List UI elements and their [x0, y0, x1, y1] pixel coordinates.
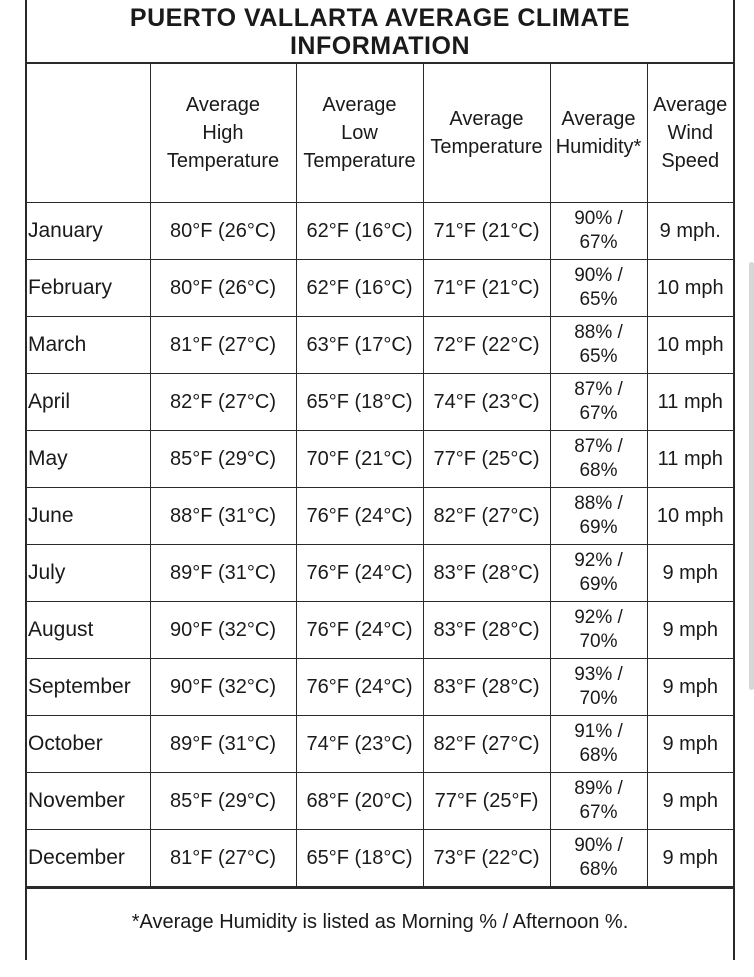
- humidity-afternoon: 70%: [579, 631, 618, 652]
- page-title: [27, 0, 733, 64]
- humidity-morning: 89% /: [574, 778, 623, 799]
- low-temp-cell: 76°F (24°C): [296, 545, 423, 602]
- header-text: Low: [341, 122, 378, 144]
- month-cell: June: [27, 488, 150, 545]
- humidity-cell: [550, 374, 647, 431]
- humidity-cell: [550, 545, 647, 602]
- wind-speed-cell: 9 mph: [647, 716, 733, 773]
- high-temp-cell: 81°F (27°C): [150, 830, 296, 887]
- climate-document: [25, 0, 735, 960]
- low-temp-cell: 65°F (18°C): [296, 830, 423, 887]
- header-row: [27, 64, 733, 203]
- scrollbar-thumb[interactable]: [749, 262, 754, 690]
- high-temp-cell: 80°F (26°C): [150, 203, 296, 260]
- wind-speed-cell: 9 mph.: [647, 203, 733, 260]
- humidity-cell: [550, 488, 647, 545]
- low-temp-cell: 65°F (18°C): [296, 374, 423, 431]
- high-temp-cell: 89°F (31°C): [150, 545, 296, 602]
- low-temp-cell: 62°F (16°C): [296, 260, 423, 317]
- table-row: [27, 317, 733, 374]
- month-cell: April: [27, 374, 150, 431]
- high-temp-cell: 90°F (32°C): [150, 602, 296, 659]
- high-temp-cell: 90°F (32°C): [150, 659, 296, 716]
- low-temp-cell: 76°F (24°C): [296, 602, 423, 659]
- month-cell: July: [27, 545, 150, 602]
- month-cell: March: [27, 317, 150, 374]
- avg-temp-cell: 73°F (22°C): [423, 830, 550, 887]
- humidity-morning: 87% /: [574, 436, 623, 457]
- avg-temp-cell: 71°F (21°C): [423, 203, 550, 260]
- humidity-afternoon: 65%: [579, 346, 618, 367]
- avg-temp-cell: 82°F (27°C): [423, 716, 550, 773]
- humidity-afternoon: 69%: [579, 574, 618, 595]
- avg-temp-cell: 71°F (21°C): [423, 260, 550, 317]
- low-temp-cell: 70°F (21°C): [296, 431, 423, 488]
- table-row: [27, 716, 733, 773]
- table-row: [27, 203, 733, 260]
- humidity-morning: 90% /: [574, 835, 623, 856]
- humidity-afternoon: 69%: [579, 517, 618, 538]
- header-text: Average: [449, 108, 524, 130]
- humidity-cell: [550, 317, 647, 374]
- header-text: Wind: [667, 122, 714, 144]
- humidity-morning: 88% /: [574, 493, 623, 514]
- header-month: [27, 64, 150, 203]
- humidity-morning: 92% /: [574, 550, 623, 571]
- humidity-afternoon: 68%: [579, 745, 618, 766]
- footnote: *Average Humidity is listed as Morning % / Afternoon %.: [27, 887, 733, 977]
- wind-speed-cell: 9 mph: [647, 602, 733, 659]
- month-cell: May: [27, 431, 150, 488]
- month-cell: February: [27, 260, 150, 317]
- high-temp-cell: 85°F (29°C): [150, 773, 296, 830]
- wind-speed-cell: 9 mph: [647, 545, 733, 602]
- low-temp-cell: 76°F (24°C): [296, 659, 423, 716]
- month-cell: October: [27, 716, 150, 773]
- table-row: [27, 830, 733, 887]
- header-humidity: [550, 64, 647, 203]
- wind-speed-cell: 9 mph: [647, 659, 733, 716]
- humidity-morning: 92% /: [574, 607, 623, 628]
- header-text: Average: [322, 94, 397, 116]
- table-row: [27, 602, 733, 659]
- avg-temp-cell: 77°F (25°F): [423, 773, 550, 830]
- avg-temp-cell: 77°F (25°C): [423, 431, 550, 488]
- wind-speed-cell: 10 mph: [647, 260, 733, 317]
- header-low-temp: [296, 64, 423, 203]
- climate-table: [27, 64, 733, 887]
- table-row: [27, 431, 733, 488]
- humidity-afternoon: 68%: [579, 859, 618, 880]
- wind-speed-cell: 9 mph: [647, 830, 733, 887]
- humidity-cell: [550, 203, 647, 260]
- header-text: Temperature: [303, 150, 416, 172]
- humidity-afternoon: 67%: [579, 403, 618, 424]
- high-temp-cell: 81°F (27°C): [150, 317, 296, 374]
- high-temp-cell: 82°F (27°C): [150, 374, 296, 431]
- low-temp-cell: 74°F (23°C): [296, 716, 423, 773]
- header-text: Average: [185, 94, 261, 116]
- humidity-morning: 88% /: [574, 322, 623, 343]
- high-temp-cell: 85°F (29°C): [150, 431, 296, 488]
- wind-speed-cell: 10 mph: [647, 488, 733, 545]
- header-text: Temperature: [166, 150, 280, 172]
- header-text: Average: [653, 94, 728, 116]
- high-temp-cell: 88°F (31°C): [150, 488, 296, 545]
- header-text: Speed: [661, 150, 720, 172]
- humidity-morning: 87% /: [574, 379, 623, 400]
- table-row: [27, 488, 733, 545]
- high-temp-cell: 80°F (26°C): [150, 260, 296, 317]
- avg-temp-cell: 72°F (22°C): [423, 317, 550, 374]
- humidity-cell: [550, 773, 647, 830]
- title-line-1: PUERTO VALLARTA AVERAGE CLIMATE: [129, 4, 631, 32]
- header-high-temp: [150, 64, 296, 203]
- avg-temp-cell: 83°F (28°C): [423, 659, 550, 716]
- humidity-cell: [550, 659, 647, 716]
- humidity-afternoon: 70%: [579, 688, 618, 709]
- month-cell: August: [27, 602, 150, 659]
- header-wind-speed: [647, 64, 733, 203]
- table-row: [27, 773, 733, 830]
- humidity-morning: 90% /: [574, 265, 623, 286]
- humidity-morning: 90% /: [574, 208, 623, 229]
- humidity-cell: [550, 431, 647, 488]
- humidity-cell: [550, 716, 647, 773]
- table-row: [27, 659, 733, 716]
- header-text: Temperature: [430, 136, 543, 158]
- humidity-afternoon: 68%: [579, 460, 618, 481]
- header-text: Average: [561, 108, 636, 130]
- avg-temp-cell: 82°F (27°C): [423, 488, 550, 545]
- humidity-cell: [550, 260, 647, 317]
- header-text: High: [202, 122, 244, 144]
- wind-speed-cell: 10 mph: [647, 317, 733, 374]
- month-cell: December: [27, 830, 150, 887]
- month-cell: September: [27, 659, 150, 716]
- wind-speed-cell: 11 mph: [647, 374, 733, 431]
- table-row: [27, 374, 733, 431]
- low-temp-cell: 68°F (20°C): [296, 773, 423, 830]
- humidity-morning: 93% /: [574, 664, 623, 685]
- month-cell: January: [27, 203, 150, 260]
- title-line-2: INFORMATION: [289, 32, 470, 60]
- low-temp-cell: 76°F (24°C): [296, 488, 423, 545]
- low-temp-cell: 63°F (17°C): [296, 317, 423, 374]
- wind-speed-cell: 11 mph: [647, 431, 733, 488]
- avg-temp-cell: 74°F (23°C): [423, 374, 550, 431]
- month-cell: November: [27, 773, 150, 830]
- humidity-cell: [550, 830, 647, 887]
- wind-speed-cell: 9 mph: [647, 773, 733, 830]
- humidity-afternoon: 67%: [579, 802, 618, 823]
- header-avg-temp: [423, 64, 550, 203]
- humidity-cell: [550, 602, 647, 659]
- header-text: Humidity*: [555, 136, 642, 158]
- table-row: [27, 545, 733, 602]
- humidity-morning: 91% /: [574, 721, 623, 742]
- low-temp-cell: 62°F (16°C): [296, 203, 423, 260]
- humidity-afternoon: 65%: [579, 289, 618, 310]
- high-temp-cell: 89°F (31°C): [150, 716, 296, 773]
- avg-temp-cell: 83°F (28°C): [423, 602, 550, 659]
- humidity-afternoon: 67%: [579, 232, 618, 253]
- avg-temp-cell: 83°F (28°C): [423, 545, 550, 602]
- table-row: [27, 260, 733, 317]
